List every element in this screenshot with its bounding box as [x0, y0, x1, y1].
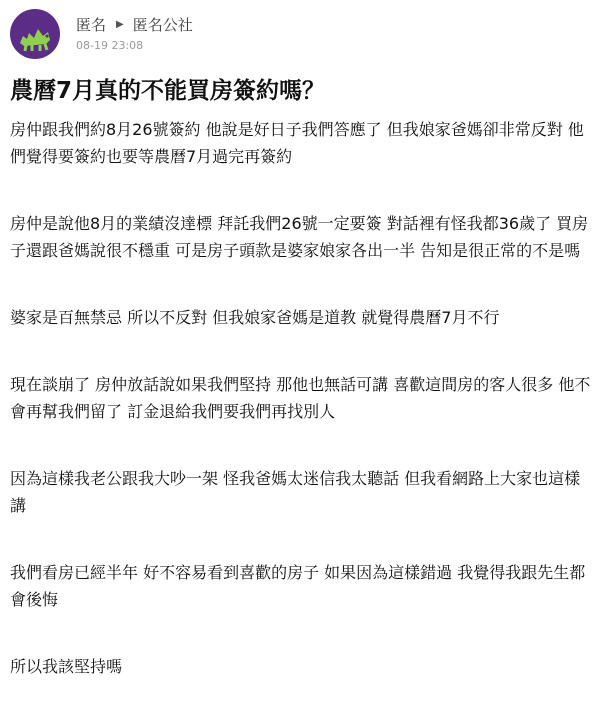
post-time: 08-19 23:08	[76, 39, 144, 52]
author-name[interactable]: 匿名	[76, 16, 107, 34]
post-header	[0, 0, 601, 66]
post-paragraph: 婆家是百無禁忌 所以不反對 但我娘家爸媽是道教 就覺得農曆7月不行	[10, 308, 500, 327]
post-paragraph: 現在談崩了 房仲放話說如果我們堅持 那他也無話可講 喜歡這間房的客人很多 他不會再幫我們留了 訂金退給我們要我們再找別人	[10, 375, 591, 421]
post-paragraph: 所以我該堅持嗎	[10, 657, 123, 676]
post-content	[10, 116, 596, 680]
triangle-right-icon: ▶	[116, 19, 124, 30]
avatar[interactable]	[10, 9, 60, 59]
post-paragraph: 因為這樣我老公跟我大吵一架 怪我爸媽太迷信我太聽話 但我看網路上大家也這樣講	[10, 469, 581, 515]
board-name[interactable]: 匿名公社	[132, 16, 193, 34]
post-paragraph: 我們看房已經半年 好不容易看到喜歡的房子 如果因為這樣錯過 我覺得我跟先生都會後悔	[10, 563, 586, 609]
post-title: 農曆7月真的不能買房簽約嗎？	[10, 78, 326, 104]
post-paragraph: 房仲跟我們約8月26號簽約 他說是好日子我們答應了 但我娘家爸媽卻非常反對 他們覺得要簽約也要等農曆7月過完再簽約	[10, 120, 584, 166]
author-line	[76, 14, 193, 35]
anonymous-creature-icon	[10, 9, 60, 59]
post-paragraph: 房仲是說他8月的業績沒達標 拜託我們26號一定要簽 對話裡有怪我都36歲了 買房子還跟爸媽說很不穩重 可是房子頭款是婆家娘家各出一半 告知是很正常的不是嗎	[10, 214, 589, 260]
